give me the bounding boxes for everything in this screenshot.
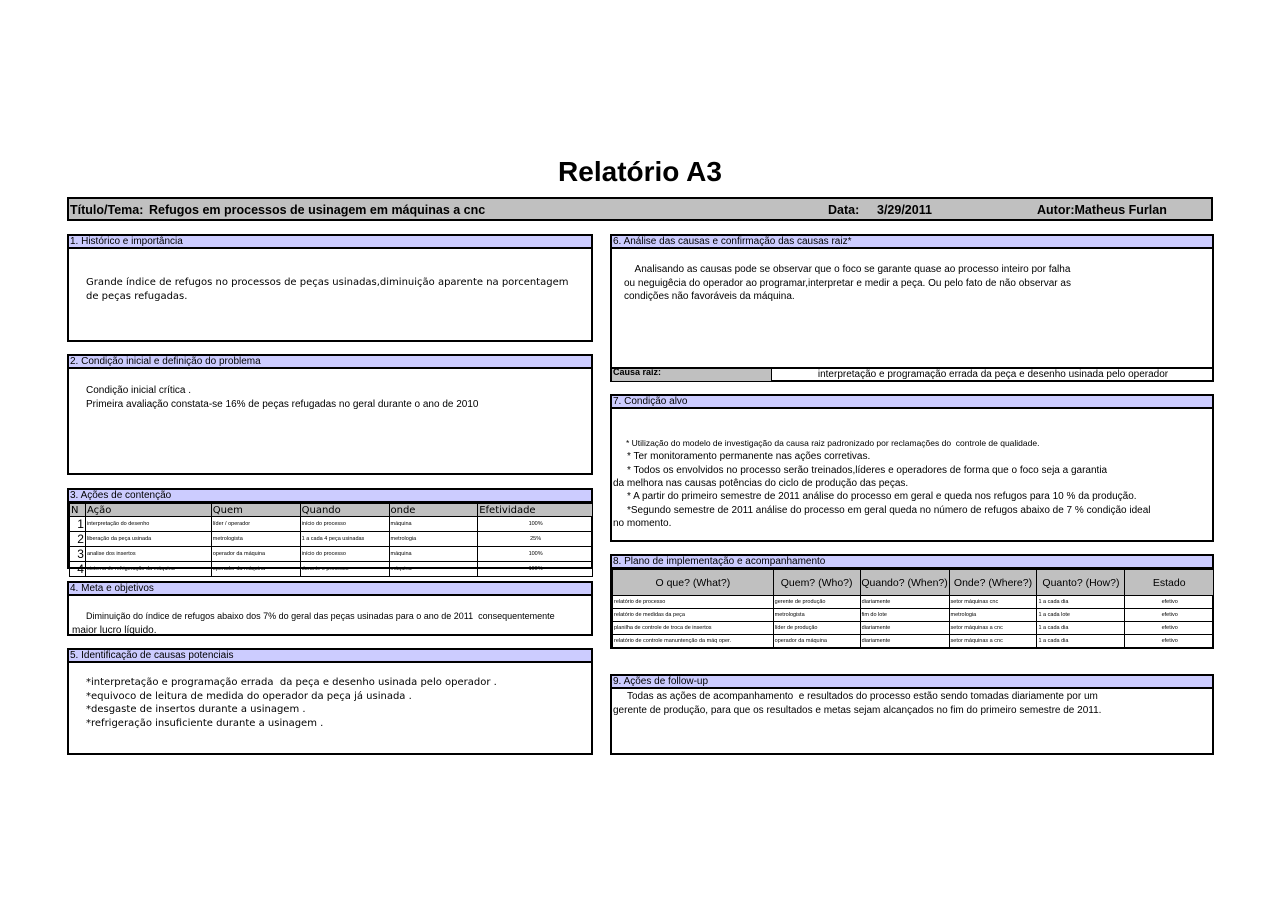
col-header: N (70, 504, 86, 517)
report-title: Relatório A3 (558, 156, 722, 187)
col-header: Quando? (When?) (860, 570, 949, 596)
section-title: 8. Plano de implementação e acompanhamento (612, 556, 1212, 569)
section-causas-potenciais (67, 648, 593, 755)
section-title: 6. Análise das causas e confirmação das causas raiz* (612, 236, 1212, 249)
cell-where: metrologia (949, 609, 1037, 622)
cell-quando: início do processo (300, 547, 389, 562)
cell-where: setor máquinas cnc (949, 596, 1037, 609)
section-title: 2. Condição inicial e definição do problema (69, 356, 591, 369)
cell-when: diariamente (860, 635, 949, 648)
cell-quem: metrologista (211, 532, 300, 547)
alvo-line-2: * Ter monitoramento permanente nas ações corretivas. (627, 451, 871, 462)
table-row (613, 596, 1214, 609)
col-header: Efetividade (478, 504, 593, 517)
cell-quando: início do processo (300, 517, 389, 532)
cell-how: 1 a cada dia (1037, 622, 1125, 635)
data-value: 3/29/2011 (877, 203, 932, 217)
cell-quem: operador da máquina (211, 547, 300, 562)
row-number: 1 (70, 517, 86, 532)
section-title: 1. Histórico e importância (69, 236, 591, 249)
cell-when: fim do lote (860, 609, 949, 622)
col-header: Ação (85, 504, 211, 517)
section-plano-implementacao (610, 554, 1214, 649)
cell-estado: efetivo (1125, 635, 1214, 648)
table-header-row (613, 570, 1214, 596)
col-header: Quem (211, 504, 300, 517)
cell-acao: sistema de refrigeração da máquina (85, 562, 211, 577)
section-text: Grande índice de refugos no processos de peças usinadas,diminuição aparente na porcentagem de peças refugadas. (86, 277, 569, 302)
cell-what: planilha de controle de troca de insertos (613, 622, 774, 635)
cell-estado: efetivo (1125, 622, 1214, 635)
tema-label: Título/Tema: (70, 203, 144, 217)
cell-acao: liberação da peça usinada (85, 532, 211, 547)
cell-where: setor máquinas a cnc (949, 635, 1037, 648)
cell-what: relatório de medidas da peça (613, 609, 774, 622)
cell-acao: analise dos insertos (85, 547, 211, 562)
row-number: 2 (70, 532, 86, 547)
table-row (613, 635, 1214, 648)
section-meta-objetivos (67, 581, 593, 636)
header-bar (67, 197, 1213, 221)
section-title: 5. Identificação de causas potenciais (69, 650, 591, 663)
meta-line-1: Diminuição do índice de refugos abaixo dos 7% do geral das peças usinadas para o ano de 2011 consequentemente (86, 611, 555, 621)
cell-how: 1 a cada lote (1037, 609, 1125, 622)
cell-when: diariamente (860, 596, 949, 609)
cell-who: gerente de produção (773, 596, 860, 609)
row-number: 4 (70, 562, 86, 577)
autor: Autor:Matheus Furlan (1037, 203, 1167, 217)
table-row (70, 562, 593, 577)
cell-who: líder de produção (773, 622, 860, 635)
causa-raiz-label: Causa raiz: (612, 369, 772, 381)
table-row (70, 517, 593, 532)
followup-line-1: Todas as ações de acompanhamento e resultados do processo estão sendo tomadas diariamente por um (627, 691, 1098, 702)
tema-value: Refugos em processos de usinagem em máquinas a cnc (149, 203, 486, 217)
section-analise-causas (610, 234, 1214, 382)
cell-who: metrologista (773, 609, 860, 622)
col-header: O que? (What?) (613, 570, 774, 596)
cell-estado: efetivo (1125, 596, 1214, 609)
cell-estado: efetivo (1125, 609, 1214, 622)
section-condicao-alvo (610, 394, 1214, 542)
col-header: onde (389, 504, 478, 517)
alvo-line-5: * A partir do primeiro semestre de 2011 análise do processo em geral e queda nos refugos para 10 % da produção. (627, 491, 1137, 502)
section-follow-up (610, 674, 1214, 755)
cell-efetividade: 25% (478, 532, 593, 547)
col-header: Quando (300, 504, 389, 517)
col-header: Onde? (Where?) (949, 570, 1037, 596)
meta-line-2: maior lucro líquido. (72, 625, 157, 636)
cell-onde: máquina (389, 562, 478, 577)
section-title: 3. Ações de contenção (69, 490, 591, 503)
col-header: Quem? (Who?) (773, 570, 860, 596)
causa-raiz-row (612, 367, 1214, 381)
col-header: Quanto? (How?) (1037, 570, 1125, 596)
cell-how: 1 a cada dia (1037, 635, 1125, 648)
cell-onde: máquina (389, 547, 478, 562)
section-text: Analisando as causas pode se observar que o foco se garante quase ao processo inteiro por falha ou neguigêcia do operador ao programar,interpretar e medir a peça. Ou pelo fato de não observar as condições não favoráveis da máquina. (624, 264, 1071, 302)
table-row (613, 609, 1214, 622)
row-number: 3 (70, 547, 86, 562)
alvo-line-1: * Utilização do modelo de investigação da causa raiz padronizado por reclamações do controle de qualidade. (626, 438, 1040, 448)
cell-what: relatório de controle manuntenção da máq oper. (613, 635, 774, 648)
data-label: Data: (828, 203, 860, 217)
section-title: 4. Meta e objetivos (69, 583, 591, 596)
cell-who: operador da máquina (773, 635, 860, 648)
alvo-line-7: no momento. (613, 518, 672, 529)
section-acoes-contencao (67, 488, 593, 576)
section-condicao-inicial (67, 354, 593, 475)
cell-efetividade: 100% (478, 517, 593, 532)
alvo-line-3: * Todos os envolvidos no processo serão treinados,líderes e operadores de forma que o foco seja a garantia (627, 465, 1108, 476)
cell-quem: operador da máquina (211, 562, 300, 577)
table-row (613, 622, 1214, 635)
cell-when: diariamente (860, 622, 949, 635)
section-text: Condição inicial crítica . Primeira avaliação constata-se 16% de peças refugadas no geral durante o ano de 2010 (86, 385, 479, 410)
table-row (70, 532, 593, 547)
contencao-table (69, 503, 593, 577)
section-historico (67, 234, 593, 342)
cell-quando: 1 a cada 4 peça usinadas (300, 532, 389, 547)
col-header: Estado (1125, 570, 1214, 596)
cell-onde: metrologia (389, 532, 478, 547)
section-title: 9. Ações de follow-up (612, 676, 1212, 689)
causa-raiz-value: interpretação e programação errada da peça e desenho usinada pelo operador (817, 369, 1169, 380)
cell-quem: líder / operador (211, 517, 300, 532)
alvo-line-6: *Segundo semestre de 2011 análise do processo em geral queda no número de refugos abaixo de 7 % condição ideal (627, 505, 1151, 516)
cell-efetividade: 100% (478, 547, 593, 562)
cell-where: setor máquinas a cnc (949, 622, 1037, 635)
alvo-line-4: da melhora nas causas potências do ciclo de produção das peças. (613, 478, 909, 489)
table-header-row (70, 504, 593, 517)
cell-what: relatório de processo (613, 596, 774, 609)
table-row (70, 547, 593, 562)
section-title: 7. Condição alvo (612, 396, 1212, 409)
cell-efetividade: 100% (478, 562, 593, 577)
section-text: *interpretação e programação errada da peça e desenho usinada pelo operador . *equivoco de leitura de medida do operador da peça já usinada . *desgaste de insertos durante a usinagem . *refrigeração insuficiente durante a usinagem . (86, 677, 497, 729)
cell-acao: interpretação do desenho (85, 517, 211, 532)
cell-how: 1 a cada dia (1037, 596, 1125, 609)
followup-line-2: gerente de produção, para que os resultados e metas sejam alcançados no fim do primeiro semestre de 2011. (613, 705, 1102, 716)
cell-onde: máquina (389, 517, 478, 532)
cell-quando: durante o processo (300, 562, 389, 577)
plano-table (612, 569, 1214, 648)
